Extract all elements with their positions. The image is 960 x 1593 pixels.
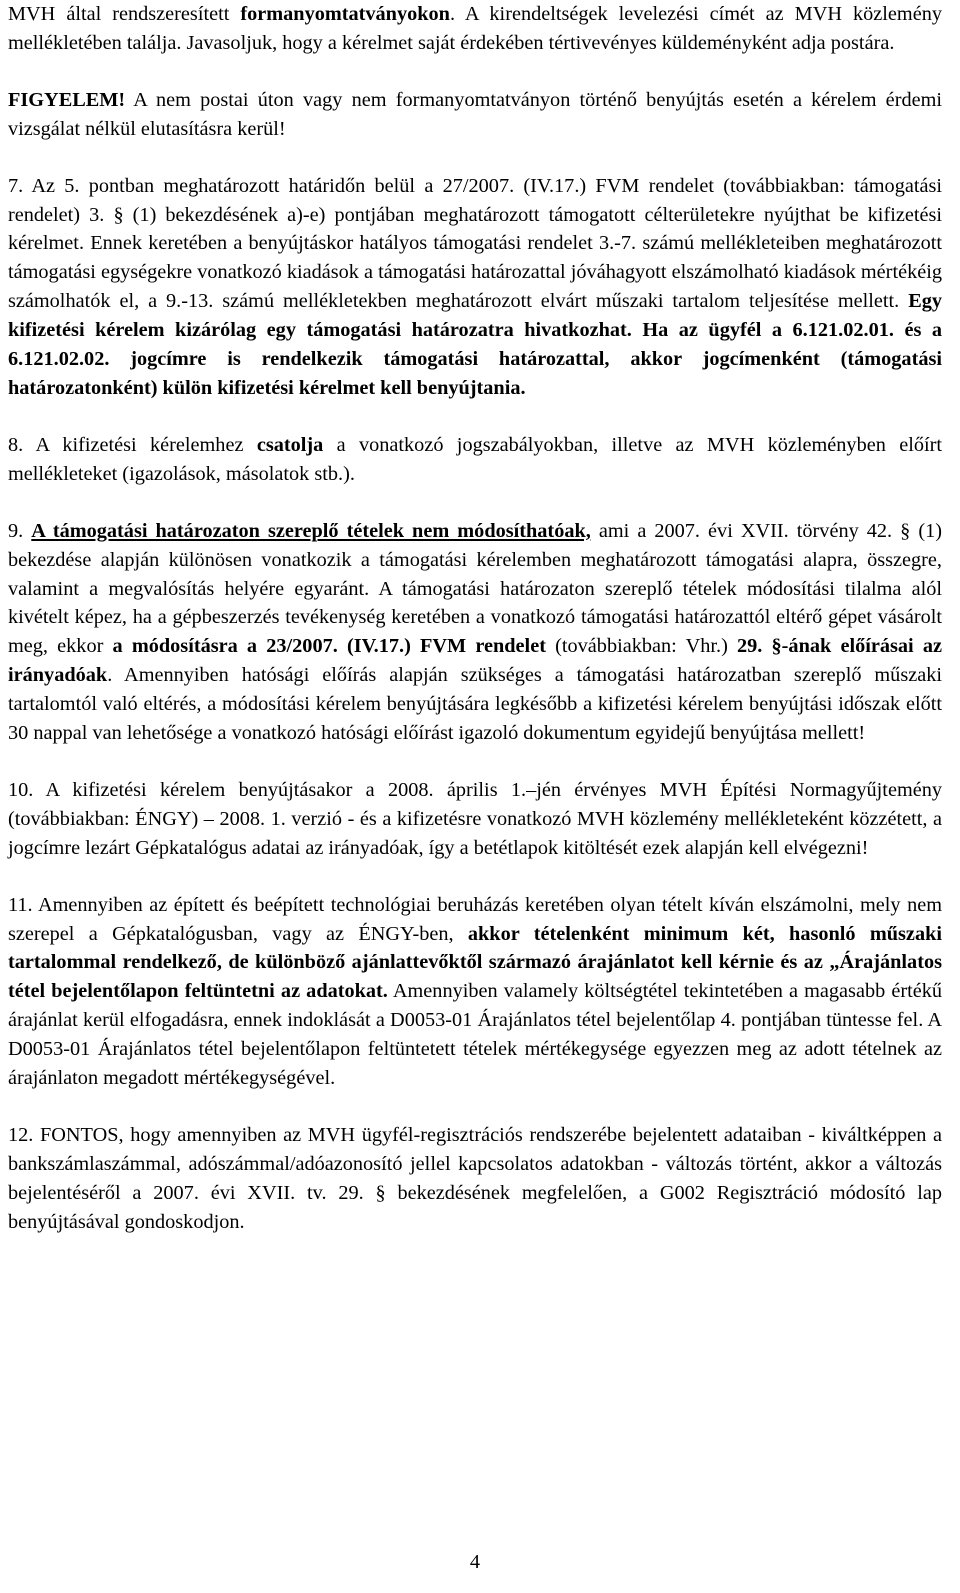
section-8-bold: csatolja (256, 433, 324, 456)
intro-bold-forms: formanyomtatványokon (240, 3, 450, 25)
section-11-text: 11. Amennyiben az épített és beépített technológiai beruházás keretében olyan tételt kíván elszámolni, mely nem szerepel a Gépkatalógusban, vagy az ÉNGY-ben, (8, 893, 942, 945)
section-9-text-vhr: (továbbiakban: Vhr.) (545, 635, 738, 658)
section-8-text-rest: a vonatkozó jogszabályokban, illetve az MVH közleményben előírt mellékleteket (igazolások, másolatok stb.). (8, 433, 942, 485)
section-9-text: ami a 2007. évi XVII. törvény 42. § (1) bekezdése alapján különösen vonatkozik a támogatási kérelemben meghatározott támogatási alapra, összegre, valamint a megvalósítás helyére egyaránt. A támogatási határozaton szereplő tételek módosítási tilalma alól kivételt képez, ha a gépbeszerzés tevékenység keretében a vonatkozó támogatási határozattól eltérő gépet vásárolt meg, ekkor (8, 519, 943, 658)
intro-paragraph (8, 0, 942, 58)
section-7 (8, 172, 942, 403)
section-10 (8, 776, 942, 863)
section-12-text: 12. FONTOS, hogy amennyiben az MVH ügyfél-regisztrációs rendszerébe bejelentett adataiban - kiváltképpen a bankszámlaszámmal, adószámmal/adóazonosító jellel kapcsolatos adatokban - változás történt, akkor a változás bejelentéséről a 2007. évi XVII. tv. 29. § bekezdésének megfelelően, a G002 Regisztráció módosító lap benyújtásával gondoskodjon. (8, 1124, 942, 1233)
warning-text: A nem postai úton vagy nem formanyomtatványon történő benyújtás esetén a kérelem érdemi vizsgálat nélkül elutasításra kerül! (8, 88, 942, 140)
section-9-bold-underlined: A támogatási határozaton szereplő tételek nem módosíthatóak, (31, 519, 591, 542)
section-9-bold-rules: 29. §-ának előírásai az irányadóak (8, 635, 942, 687)
section-9-text-rest: . Amennyiben hatósági előírás alapján szükséges a támogatási határozatban szereplő műszaki tartalomtól való eltérés, a módosítási kérelem benyújtására legkésőbb a kifizetési kérelem benyújtási időszak előtt 30 nappal van lehetősége a vonatkozó hatósági előírást igazoló dokumentum egyidejű benyújtása mellett! (8, 664, 942, 745)
section-7-text: 7. Az 5. pontban meghatározott határidőn belül a 27/2007. (IV.17.) FVM rendelet (továbbiakban: támogatási rendelet) 3. § (1) bekezdésének a)-e) pontjában meghatározott támogatott célterületekre nyújthat be kifizetési kérelmet. Ennek keretében a benyújtáskor hatályos támogatási rendelet 3.-7. számú mellékleteiben meghatározott támogatási egységekre vonatkozó kiadások a támogatási határozattal jóváhagyott elszámolható kiadások mértékéig számolhatók el, a 9.-13. számú mellékletekben meghatározott elvárt műszaki tartalom teljesítése mellett. (8, 174, 942, 313)
section-12 (8, 1121, 942, 1237)
section-11-bold: akkor tételenként minimum két, hasonló műszaki tartalommal rendelkező, de különböző ajánlattevőktől származó árajánlatot kell kérnie és az „Árajánlatos tétel bejelentőlapon feltüntetni az adatokat. (8, 922, 942, 1003)
section-9-number: 9. (8, 519, 32, 542)
section-10-text: 10. A kifizetési kérelem benyújtásakor a 2008. április 1.–jén érvényes MVH Építési Normagyűjtemény (továbbiakban: ÉNGY) – 2008. 1. verzió - és a kifizetésre vonatkozó MVH közlemény mellékleteként közzétett, a jogcímre lezárt Gépkatalógus adatai az irányadóak, így a betétlapok kitöltését ezek alapján kell elvégezni! (8, 778, 942, 859)
section-8-text: 8. A kifizetési kérelemhez (8, 433, 257, 456)
document-page (8, 0, 942, 1237)
section-9-bold-decree: a módosításra a 23/2007. (IV.17.) FVM rendelet (112, 635, 546, 658)
section-8 (8, 431, 942, 489)
warning-label: FIGYELEM! (8, 88, 126, 111)
section-11-text-rest: Amennyiben valamely költségtétel tekintetében a magasabb értékű árajánlat kerül elfogadásra, ennek indoklását a D0053-01 Árajánlatos tétel bejelentőlap 4. pontjában tüntesse fel. A D0053-01 Árajánlatos tétel bejelentőlapon feltüntetett tételek mértékegysége egyezzen meg az adott tételnek az árajánlaton megadott mértékegységével. (8, 980, 943, 1090)
section-11 (8, 891, 942, 1093)
page-number: 4 (469, 1551, 481, 1573)
warning-paragraph (8, 86, 942, 144)
intro-text: MVH által rendszeresített (8, 3, 241, 25)
section-7-bold: Egy kifizetési kérelem kizárólag egy támogatási határozatra hivatkozhat. Ha az ügyfél a 6.121.02.01. és a 6.121.02.02. jogcímre is rendelkezik támogatási határozattal, akkor jogcímenként (támogatási határozatonként) külön kifizetési kérelmet kell benyújtania. (8, 290, 942, 399)
intro-text-rest: . A kirendeltségek levelezési címét az MVH közlemény mellékletében találja. Javasoljuk, hogy a kérelmet saját érdekében tértivevényes küldeményként adja postára. (8, 3, 942, 54)
section-9 (8, 517, 942, 748)
